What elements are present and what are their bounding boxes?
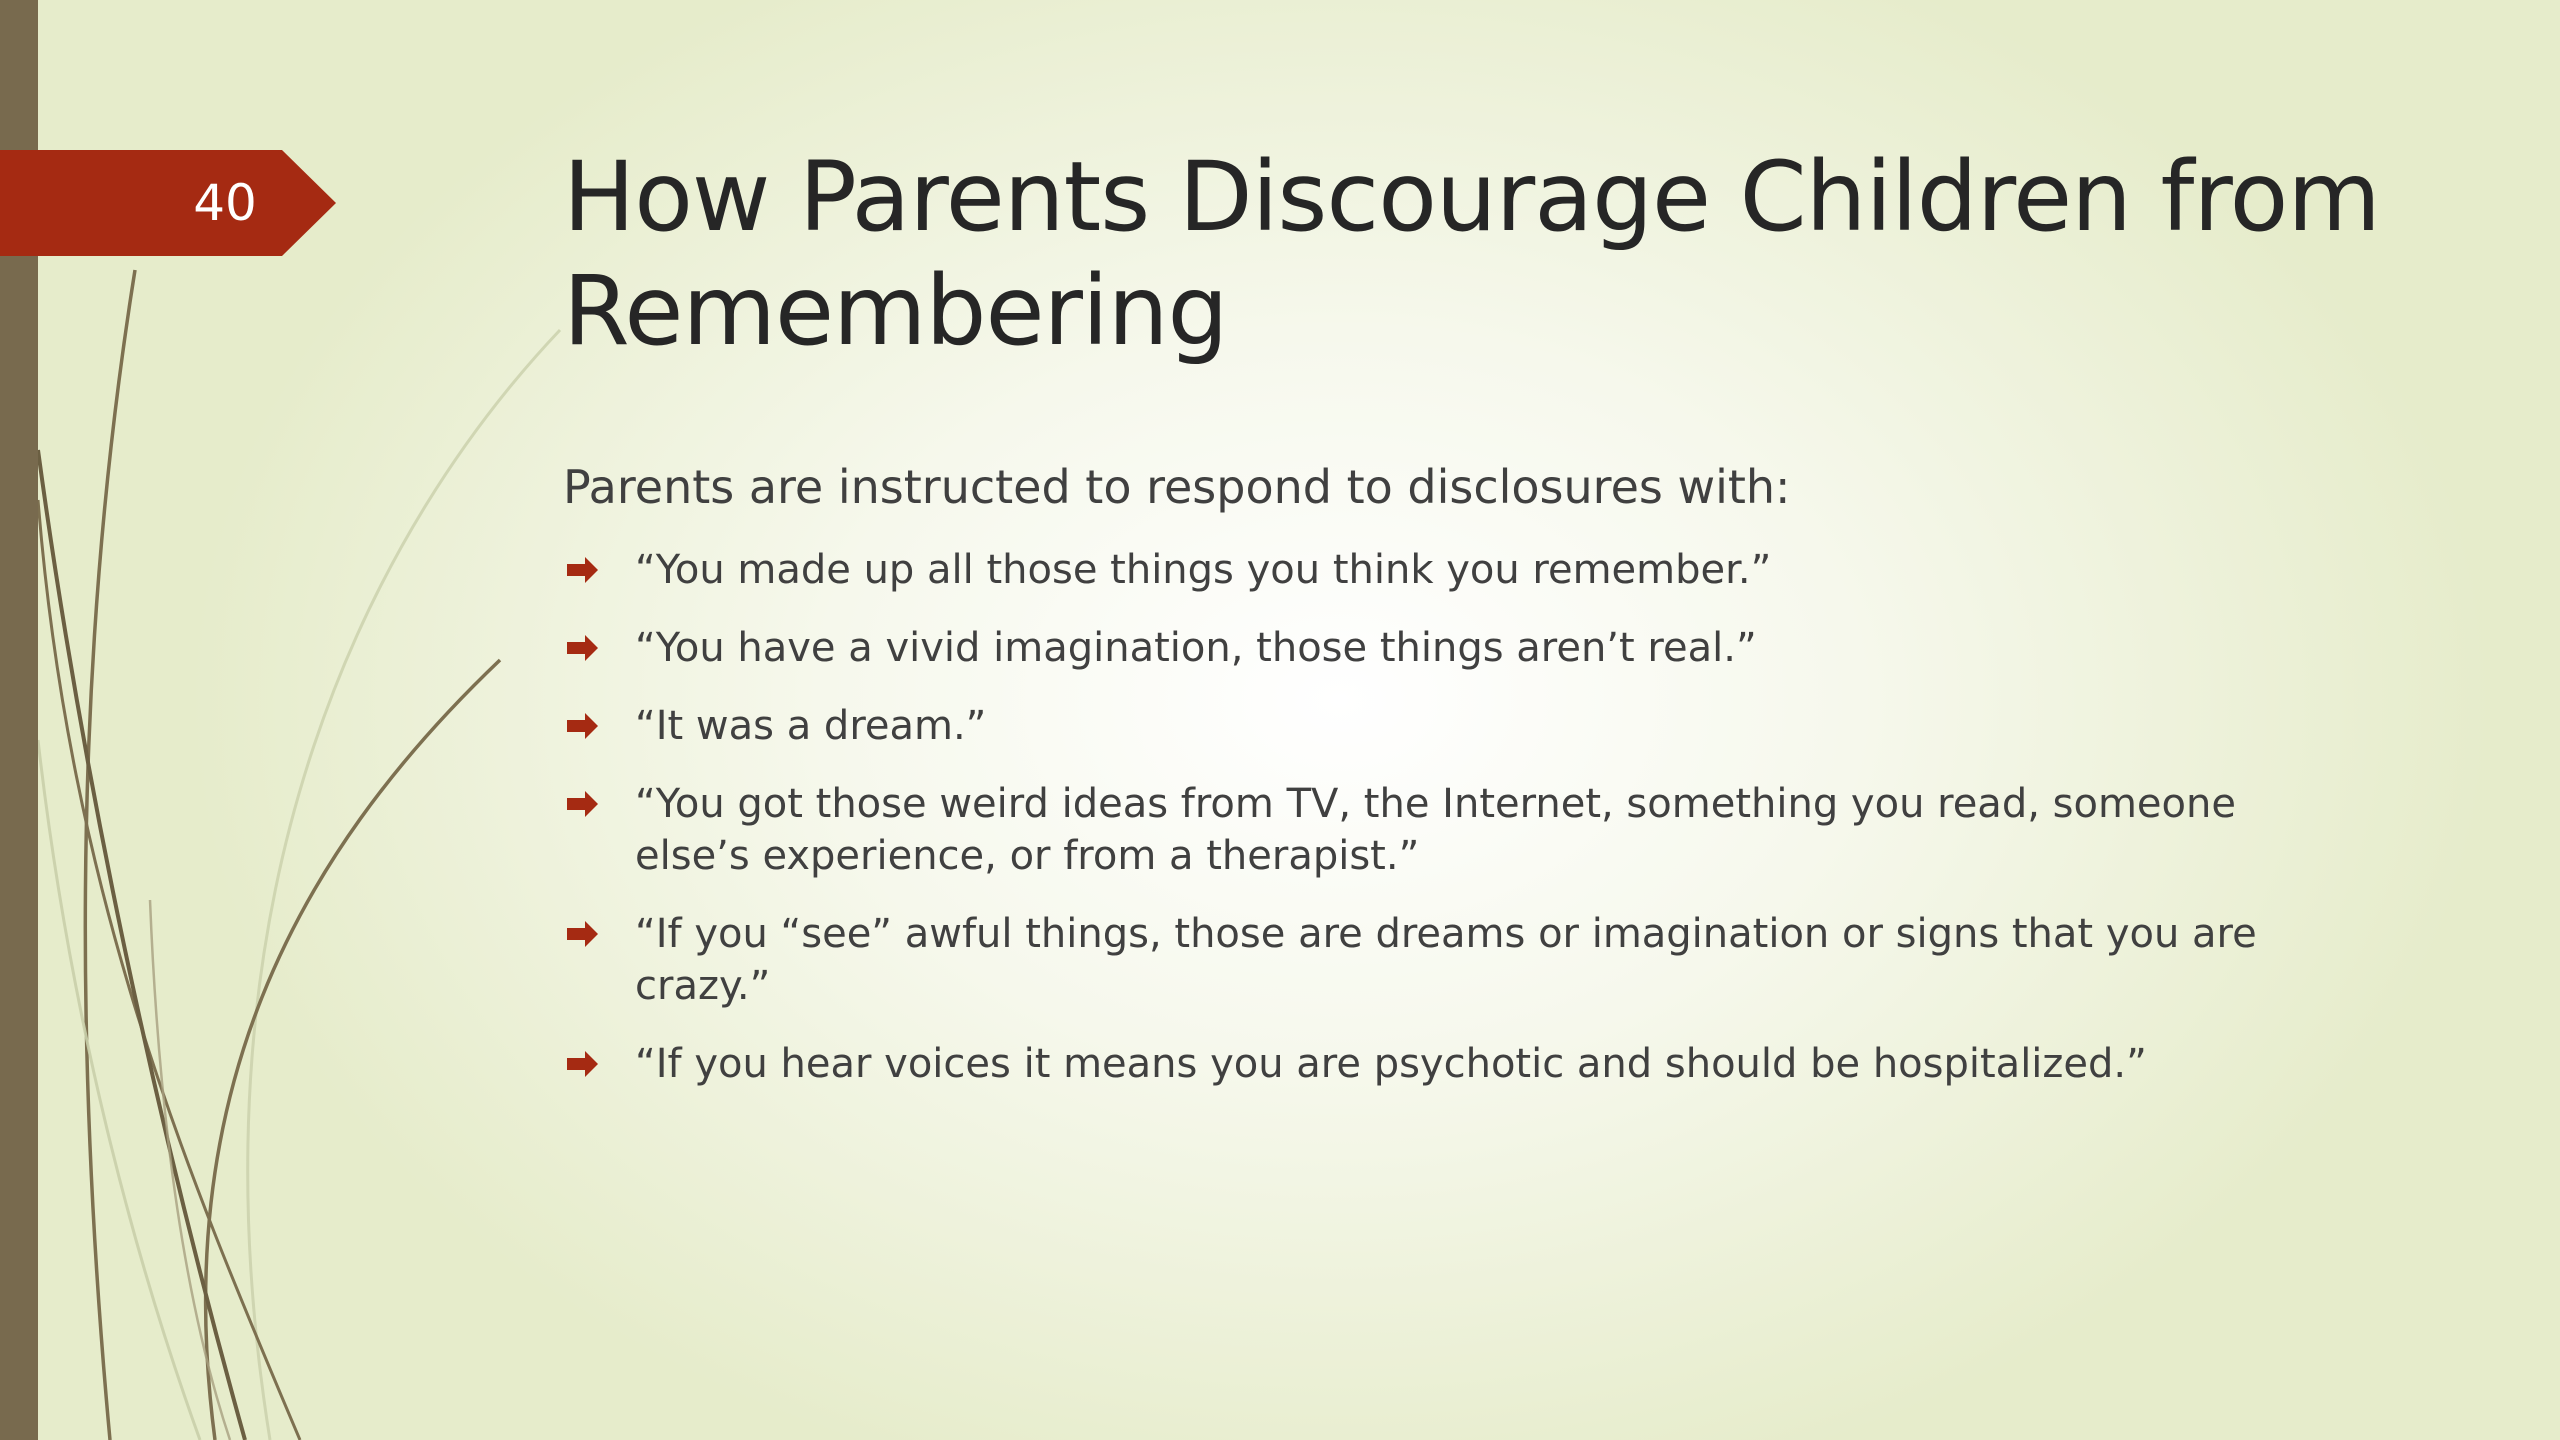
arrow-bullet-icon: [565, 556, 599, 584]
bullet-text: “You have a vivid imagination, those things aren’t real.”: [635, 625, 1757, 671]
slide-content: [563, 452, 2303, 1116]
arrow-bullet-icon: [565, 712, 599, 740]
bullet-list: [563, 544, 2303, 1090]
bullet-text: “You got those weird ideas from TV, the Internet, something you read, someone else’s experience, or from a therapist.”: [635, 781, 2236, 879]
bullet-text: “If you hear voices it means you are psychotic and should be hospitalized.”: [635, 1041, 2147, 1087]
arrow-bullet-icon: [565, 1050, 599, 1078]
list-item: [563, 1038, 2303, 1090]
arrow-bullet-icon: [565, 790, 599, 818]
slide-title: How Parents Discourage Children from Remembering: [563, 141, 2380, 367]
list-item: [563, 544, 2303, 596]
page-number: 40: [193, 174, 257, 232]
list-item: [563, 908, 2303, 1012]
bullet-text: “You made up all those things you think you remember.”: [635, 547, 1772, 593]
bullet-text: “It was a dream.”: [635, 703, 987, 749]
bullet-text: “If you “see” awful things, those are dreams or imagination or signs that you are crazy.”: [635, 911, 2257, 1009]
list-item: [563, 700, 2303, 752]
list-item: [563, 778, 2303, 882]
list-item: [563, 622, 2303, 674]
intro-text: Parents are instructed to respond to disclosures with:: [563, 460, 1791, 514]
arrow-bullet-icon: [565, 634, 599, 662]
arrow-bullet-icon: [565, 920, 599, 948]
